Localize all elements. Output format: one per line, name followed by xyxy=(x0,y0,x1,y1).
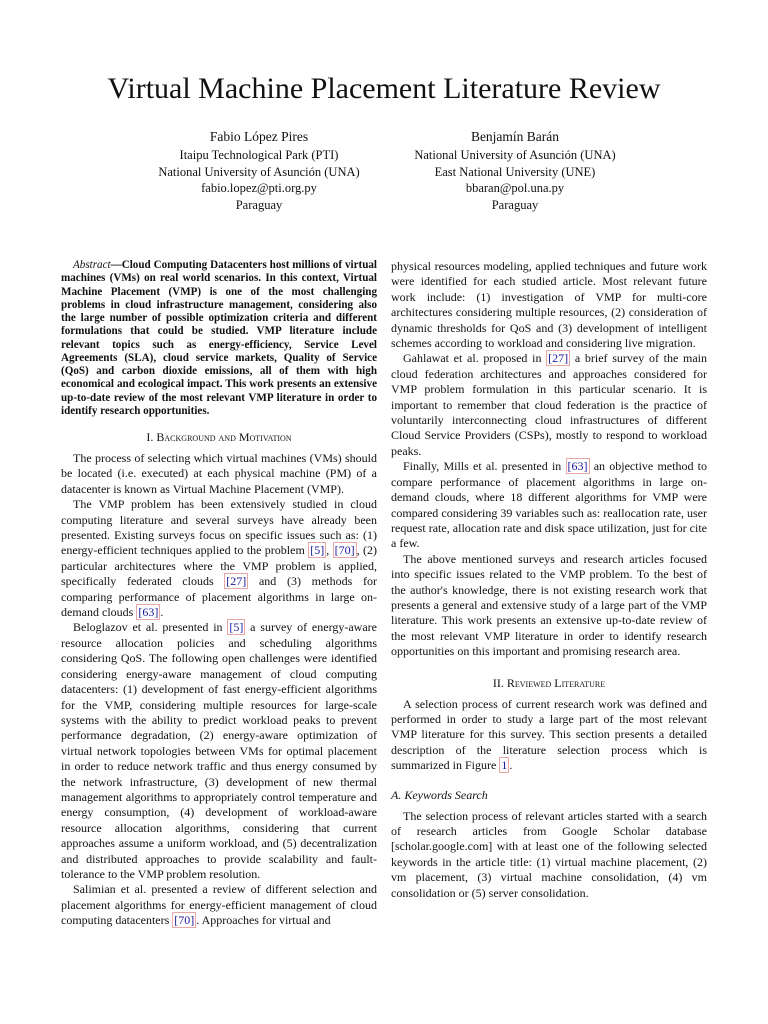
paragraph xyxy=(391,697,707,774)
paragraph xyxy=(391,351,707,459)
citation-link[interactable]: [63] xyxy=(567,459,588,474)
citation-link[interactable]: [5] xyxy=(310,543,325,558)
paper-title: Virtual Machine Placement Literature Review xyxy=(107,72,661,105)
text-run: a survey of energy-aware resource allocation policies and scheduling algorithms considering QoS. The following open challenges were identified considering energy-aware management of cloud computing datacenters: (1) development of fast energy-efficient algorithms for the VMP, considering multiple resources for large-scale systems with the ability to predict workload peaks to prevent performance degradation, (2) energy-aware optimization of virtual network topologies between VMs for optimal placement in order to reduce network traffic and thus energy consumed by the network infrastructure, (3) development of new thermal management algorithms to appropriately control temperature and energy consumption, (4) development of workload-aware resource allocation algorithms, considering that current approaches assume a uniform workload, and (5) decentralization and distributed approaches to provide scalability and fault-tolerance to the VMP problem resolution. xyxy=(61,620,377,881)
author-country: Paraguay xyxy=(235,197,283,212)
paragraph: The process of selecting which virtual machines (VMs) should be located (i.e. executed) at each physical machine (PM) of a datacenter is known as Virtual Machine Placement (VMP). xyxy=(61,451,377,496)
author-country: Paraguay xyxy=(491,197,539,212)
subsection-heading: A. Keywords Search xyxy=(391,787,488,802)
text-run: Gahlawat et al. proposed in xyxy=(403,351,547,366)
author-block-1 xyxy=(109,128,409,213)
section-heading: I. Background and Motivation xyxy=(146,430,292,444)
paragraph: The above mentioned surveys and research articles focused into specific issues related to the VMP problem. To the best of the author's knowledge, there is not existing research work that presents a general and extensive study of a large part of the VMP literature. This work presents an extensive up-to-date review of the most relevant VMP literature in order to identify research opportunities on this important and promising research area. xyxy=(391,551,707,659)
citation-link[interactable]: [70] xyxy=(334,543,355,558)
author-affiliation: East National University (UNE) xyxy=(434,164,596,179)
author-email: bbaran@pol.una.py xyxy=(465,181,565,195)
text-run: . xyxy=(509,758,513,773)
paragraph xyxy=(61,497,377,620)
author-block-2 xyxy=(365,128,665,213)
abstract-text: —Cloud Computing Datacenters host millions of virtual machines (VMs) on real world scenarios. In this context, Virtual Machine Placement (VMP) is one of the most challenging problems in cloud infrastructure management, considering also the large number of possible optimization criteria and different formulations that could be studied. VMP literature include relevant topics such as energy-efficiency, Service Level Agreements (SLA), cloud service markets, Quality of Service (QoS) and carbon dioxide emissions, all of them with high economical and ecological impact. This work presents an extensive up-to-date review of the most relevant VMP literature in order to identify research opportunities. xyxy=(61,259,377,417)
author-name: Fabio López Pires xyxy=(209,129,309,144)
text-run: The VMP problem has been extensively studied in cloud computing literature and several surveys have already been presented. Existing surveys focus on specific issues such as: (1) energy-efficient techniques applied to the problem xyxy=(61,497,377,558)
text-run: Finally, Mills et al. presented in xyxy=(403,459,566,474)
text-run: . xyxy=(160,605,164,620)
text-run: Beloglazov et al. presented in xyxy=(73,620,228,635)
author-affiliation: National University of Asunción (UNA) xyxy=(414,148,616,162)
author-email: fabio.lopez@pti.org.py xyxy=(201,181,317,195)
paragraph xyxy=(61,882,377,928)
paragraph: The selection process of relevant articles started with a search of research articles from Google Scholar database [scholar.google.com] with at least one of the following selected keywords in the article title: (1) virtual machine placement, (2) vm placement, (3) virtual machine consolidation, (4) vm consolidation or (5) server consolidation. xyxy=(391,808,707,900)
author-affiliation: Itaipu Technological Park (PTI) xyxy=(179,148,339,162)
text-run: an objective method to compare performance of placement algorithms in large on-demand clouds, where 18 different algorithms for VMP were compared considering 39 variables such as: reallocation rate, user request rate, allocation rate and disk space utilization, just for cite a few. xyxy=(391,459,707,551)
text-run: Salimian et al. presented a review of different selection and placement algorithms for energy-efficient management of cloud computing datacenters xyxy=(61,882,377,928)
text-run: , (2) particular architectures where the VMP problem is applied, specifically federated clouds xyxy=(61,543,377,589)
paragraph xyxy=(61,620,377,882)
abstract xyxy=(61,259,377,418)
citation-link[interactable]: [5] xyxy=(229,620,244,635)
citation-link[interactable]: [63] xyxy=(138,605,159,620)
right-column xyxy=(391,259,707,901)
text-run: and (3) methods for comparing performance of placement algorithms in large on-demand clouds xyxy=(61,574,377,620)
text-run: A selection process of current research work was defined and performed in order to study a large part of the most relevant VMP literature for this survey. This section presents a detailed description of the literature selection process which is summarized in Figure xyxy=(391,696,707,773)
section-heading: II. Reviewed Literature xyxy=(492,675,606,690)
citation-link[interactable]: [70] xyxy=(174,913,195,928)
abstract-lead: Abstract xyxy=(73,259,111,271)
citation-link[interactable]: [27] xyxy=(548,351,569,366)
paragraph xyxy=(391,459,707,551)
text-run: a brief survey of the main cloud federation architectures and approaches considered for VMP problem formulation in this particular scenario. It is important to remember that cloud federation is the practice of voluntarily interconnecting cloud infrastructures of different Cloud Service Providers (CSPs), mostly to respond to workload peaks. xyxy=(391,351,708,458)
author-affiliation: National University of Asunción (UNA) xyxy=(158,164,360,179)
paragraph: physical resources modeling, applied techniques and future work were identified for each studied article. Most relevant future work include: (1) investigation of VMP for multi-core architectures considering multiple resources, (2) consideration of dynamic thresholds for QoS and (3) development of intelligent schemes according to workload and considering live migration. xyxy=(391,259,707,351)
text-run: . Approaches for virtual and xyxy=(196,913,331,928)
text-run: , xyxy=(326,543,333,558)
left-column xyxy=(61,259,377,929)
figure-link[interactable]: 1 xyxy=(501,758,508,773)
author-name: Benjamín Barán xyxy=(470,129,560,144)
citation-link[interactable]: [27] xyxy=(226,574,247,589)
